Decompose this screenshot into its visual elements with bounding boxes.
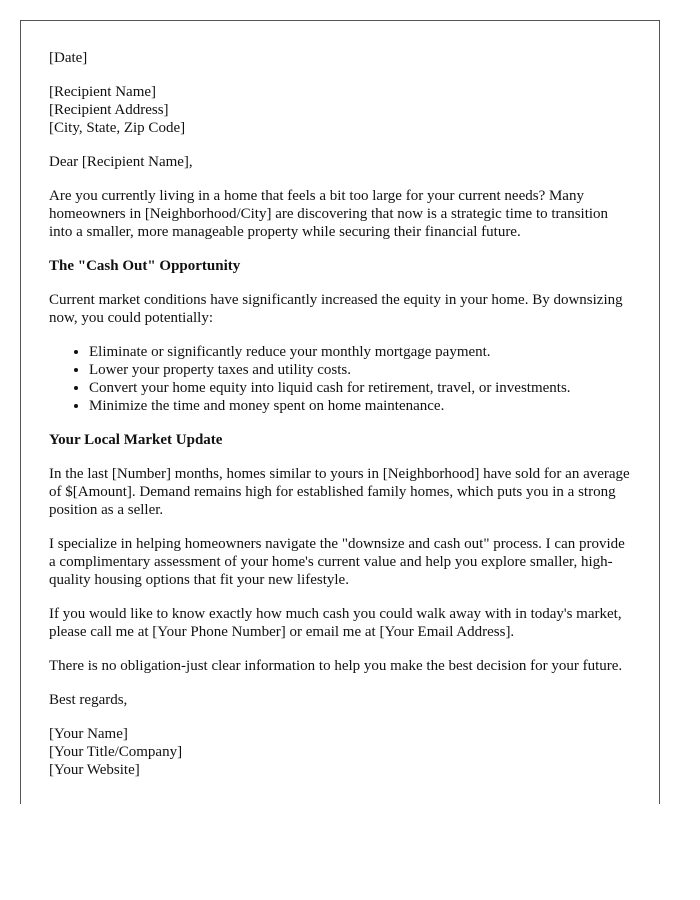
benefits-list <box>49 343 633 415</box>
signature-name: [Your Name] <box>49 726 128 742</box>
recipient-address: [Recipient Address] <box>49 102 169 118</box>
closing: Best regards, <box>49 692 128 708</box>
list-item: • Minimize the time and money spent on home maintenance. <box>89 397 633 415</box>
recipient-city: [City, State, Zip Code] <box>49 120 186 136</box>
section-heading-market-update: Your Local Market Update <box>49 432 223 448</box>
salutation: Dear [Recipient Name], <box>49 154 193 170</box>
section-heading-cash-out: The "Cash Out" Opportunity <box>49 258 241 274</box>
signature-website: [Your Website] <box>49 762 140 778</box>
market-update-paragraph: In the last [Number] months, homes similar to yours in [Neighborhood] have sold for an average of $[Amount]. Demand remains high for established family homes, which puts you in a strong position as a seller. <box>49 466 630 518</box>
obligation-paragraph: There is no obligation-just clear information to help you make the best decision for your future. <box>49 658 623 674</box>
signature-title: [Your Title/Company] <box>49 744 183 760</box>
list-item: • Convert your home equity into liquid cash for retirement, travel, or investments. <box>89 379 633 397</box>
signature-block <box>49 725 633 779</box>
recipient-block <box>49 83 633 137</box>
specialize-paragraph: I specialize in helping homeowners navigate the "downsize and cash out" process. I can provide a complimentary assessment of your home's current value and help you explore smaller, high-quality housing options that fit your new lifestyle. <box>49 536 625 588</box>
letter-body <box>49 49 633 795</box>
contact-paragraph: If you would like to know exactly how much cash you could walk away with in today's market, please call me at [Your Phone Number] or email me at [Your Email Address]. <box>49 606 622 640</box>
list-item: • Lower your property taxes and utility costs. <box>89 361 633 379</box>
list-item: • Eliminate or significantly reduce your monthly mortgage payment. <box>89 343 633 361</box>
letter-date: [Date] <box>49 50 88 66</box>
letter-page <box>20 20 660 804</box>
cash-out-paragraph: Current market conditions have significantly increased the equity in your home. By downsizing now, you could potentially: <box>49 292 623 326</box>
recipient-name: [Recipient Name] <box>49 84 157 100</box>
intro-paragraph: Are you currently living in a home that feels a bit too large for your current needs? Many homeowners in [Neighborhood/City] are discovering that now is a strategic time to transition into a smaller, more manageable property while securing their financial future. <box>49 188 609 240</box>
